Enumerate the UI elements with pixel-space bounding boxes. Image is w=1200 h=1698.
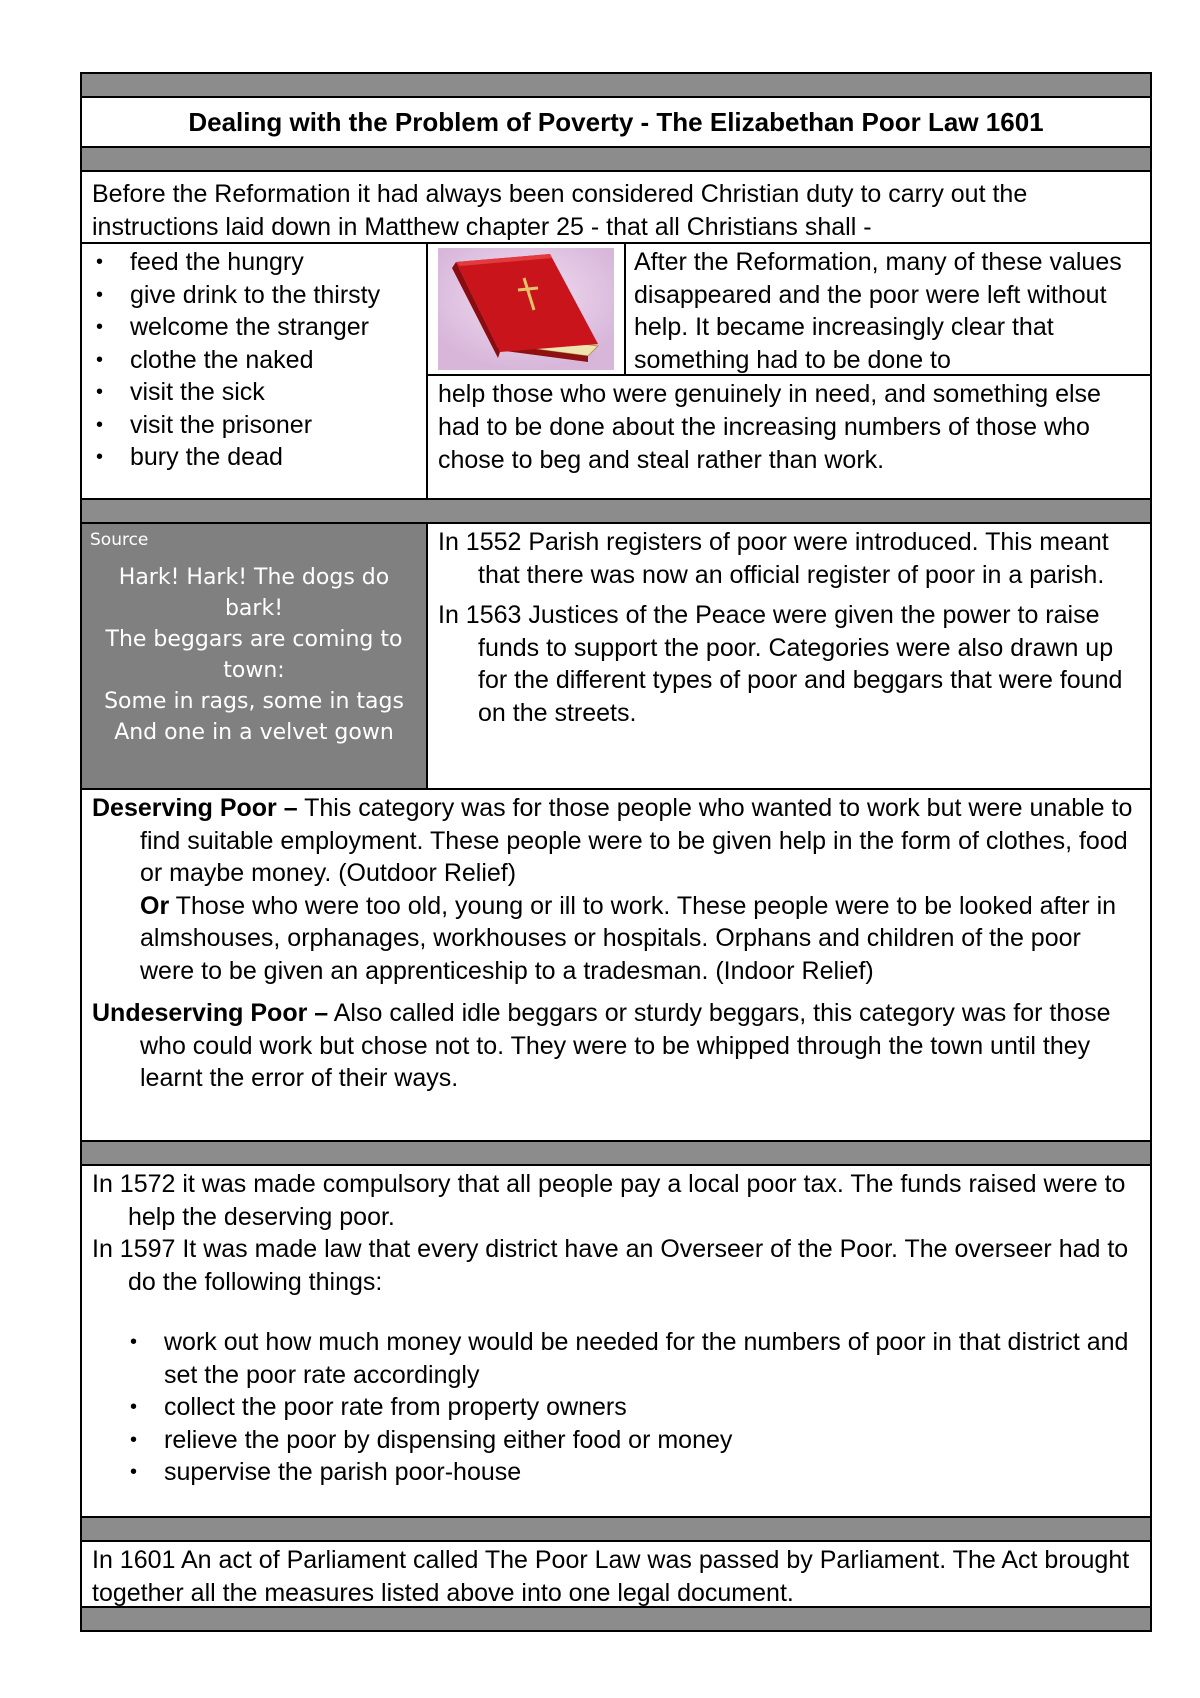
list-item: • bury the dead (90, 441, 426, 474)
band-divider (82, 148, 1150, 172)
list-item: • supervise the parish poor-house (92, 1456, 1140, 1489)
rhyme-line: And one in a velvet gown (114, 720, 394, 745)
duties-section (82, 244, 1150, 500)
intro-text: Before the Reformation it had always been considered Christian duty to carry out the instructions laid down in Matthew chapter 25 - that all Christians shall - (82, 172, 1150, 244)
list-item: • collect the poor rate from property owners (92, 1391, 1140, 1424)
rhyme-line: Some in rags, some in tags (104, 689, 404, 714)
overseer-1597: In 1597 It was made law that every district have an Overseer of the Poor. The overseer had to do the following things: (92, 1235, 1129, 1296)
duties-cell (82, 244, 428, 500)
undeserving-term: Undeserving Poor – (92, 999, 329, 1027)
source-label: Source (90, 530, 149, 550)
worksheet-table (80, 72, 1152, 1632)
source-box (82, 524, 428, 788)
band-divider (82, 500, 1150, 524)
header-band (82, 74, 1150, 98)
or-label: Or (140, 891, 170, 920)
justices-1563: In 1563 Justices of the Peace were given the power to raise funds to support the poor. Categories were also drawn up for the different types of poor and beggars that were found on the streets. (438, 601, 1123, 727)
red-bible-book-icon (438, 248, 614, 370)
list-item: • clothe the naked (90, 344, 426, 377)
registers-cell (428, 524, 1150, 788)
or-text: Those who were too old, young or ill to work. These people were to be looked after in almshouses, orphanages, workhouses or hospitals. Orphans and children of the poor were to be given an apprenticeship to a tradesman. (Indoor Relief) (140, 891, 1117, 985)
deserving-text: This category was for those people who wanted to work but were unable to find suitable employment. These people were to be given help in the form of clothes, food or maybe money. (Outdoor Relief) (140, 794, 1133, 887)
act-1601: In 1601 An act of Parliament called The Poor Law was passed by Parliament. The Act brought together all the measures listed above into one legal document. (82, 1542, 1150, 1608)
band-divider (82, 1518, 1150, 1542)
deserving-term: Deserving Poor – (92, 794, 298, 822)
list-item: • visit the sick (90, 376, 426, 409)
rhyme-line: Hark! Hark! The dogs do bark! (118, 565, 390, 621)
list-item: • feed the hungry (90, 246, 426, 279)
page-title: Dealing with the Problem of Poverty - The Elizabethan Poor Law 1601 (188, 106, 1044, 137)
list-item: • relieve the poor by dispensing either food or money (92, 1424, 1140, 1457)
list-item: • give drink to the thirsty (90, 279, 426, 312)
rhyme-line: The beggars are coming to town: (105, 627, 403, 683)
tax-section (82, 1166, 1150, 1518)
undeserving-text: Also called idle beggars or sturdy beggars, this category was for those who could work but chose not to. They were to be whipped through the town until they learnt the error of their ways. (140, 999, 1111, 1092)
source-rhyme (90, 562, 418, 748)
list-item: • work out how much money would be needed for the numbers of poor in that district and set the poor rate accordingly (92, 1326, 1140, 1391)
poor-categories (82, 790, 1150, 1142)
duties-list (90, 246, 426, 474)
undeserving-poor (92, 997, 1140, 1095)
band-divider (82, 1142, 1150, 1166)
source-section (82, 524, 1150, 790)
list-item: • visit the prisoner (90, 409, 426, 442)
image-cell (428, 244, 626, 376)
deserving-poor (92, 792, 1140, 890)
footer-band (82, 1608, 1150, 1630)
list-item: • welcome the stranger (90, 311, 426, 344)
after-reformation-continued: help those who were genuinely in need, and something else had to be done about the increasing numbers of those who chose to beg and steal rather than work. (438, 380, 1101, 474)
poor-tax-1572: In 1572 it was made compulsory that all people pay a local poor tax. The funds raised were to help the deserving poor. (92, 1170, 1126, 1231)
after-reformation-text: After the Reformation, many of these values disappeared and the poor were left without help. It became increasingly clear that something had to be done to (626, 244, 1150, 376)
overseer-duties-list (92, 1326, 1140, 1489)
register-1552: In 1552 Parish registers of poor were introduced. This meant that there was now an official register of poor in a parish. (438, 528, 1109, 589)
deserving-or (92, 890, 1140, 988)
title-row (82, 98, 1150, 148)
